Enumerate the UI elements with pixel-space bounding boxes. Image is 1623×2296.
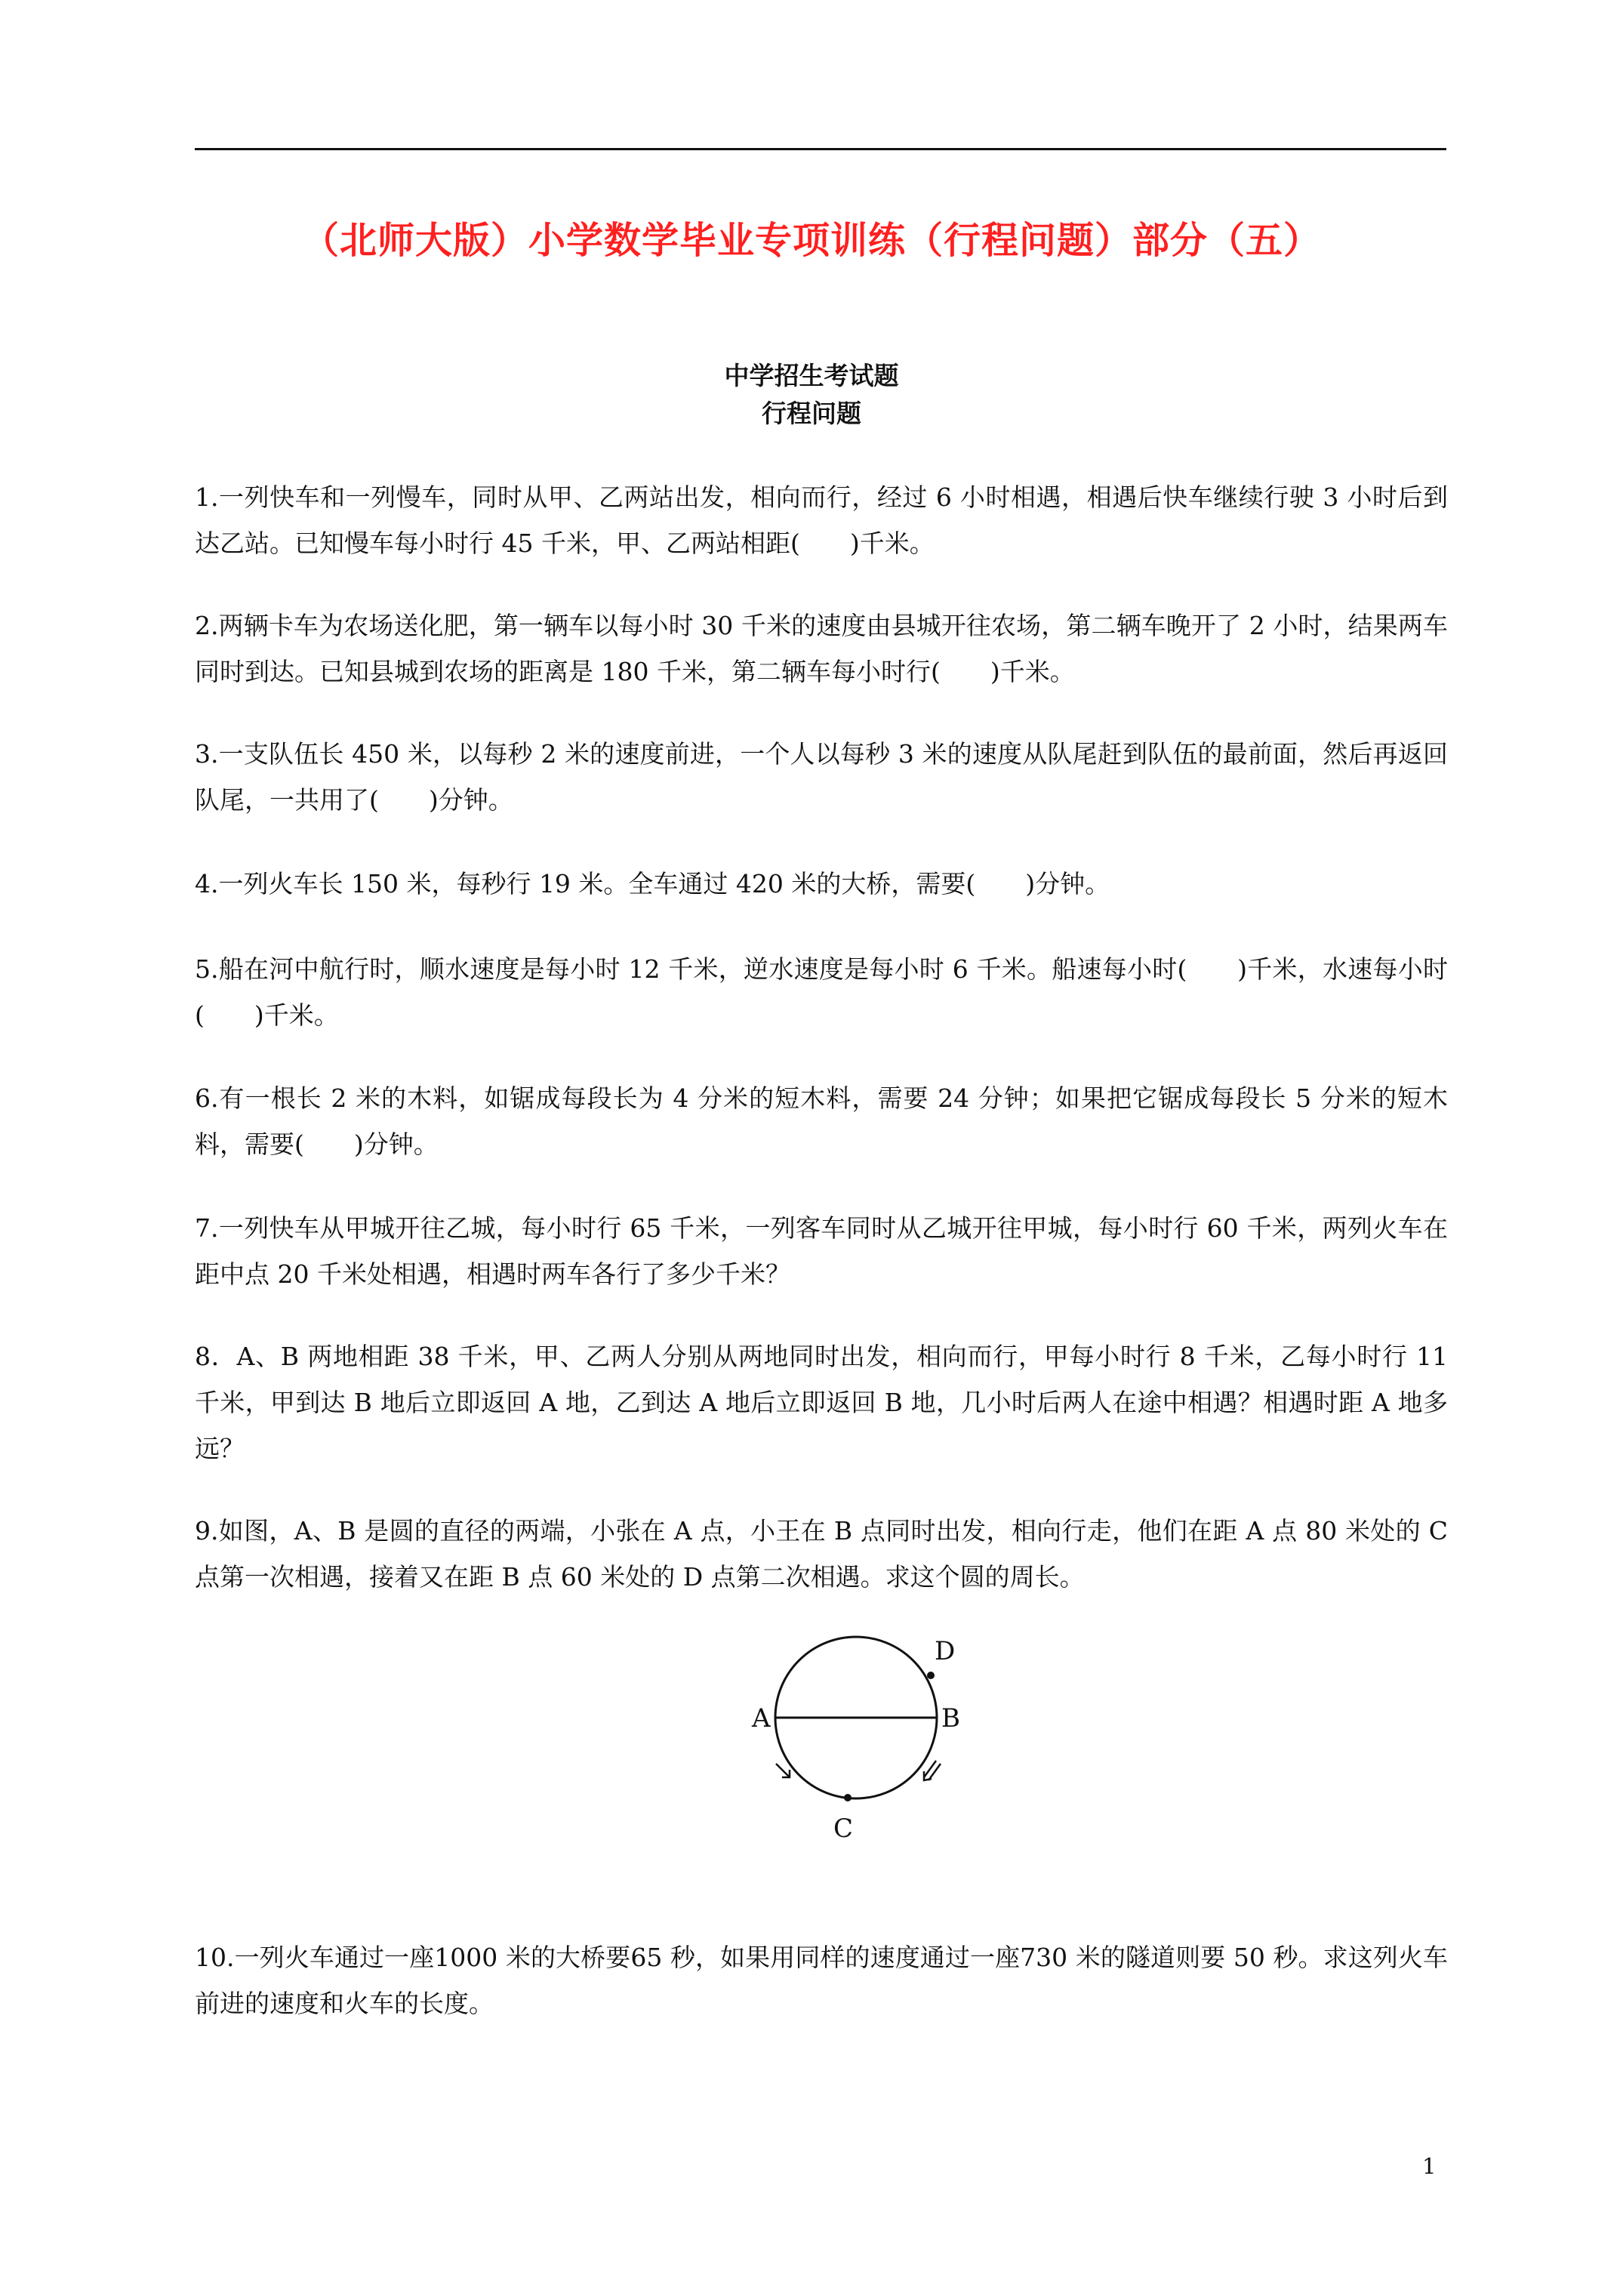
problem-9: 9.如图，A、B 是圆的直径的两端，小张在 A 点，小王在 B 点同时出发，相向行走，他们在距 A 点 80 米处的 C 点第一次相遇，接着又在距 B 点 60 米处的 D 点第二次相遇。求这个圆的周长。 bbox=[195, 1516, 1448, 1592]
label-b: B bbox=[941, 1703, 960, 1734]
circle-figure bbox=[740, 1623, 996, 1850]
problem-5: 5.船在河中航行时，顺水速度是每小时 12 千米，逆水速度是每小时 6 千米。船速每小时( )千米，水速每小时( )千米。 bbox=[195, 954, 1448, 1030]
header-rule bbox=[195, 148, 1446, 150]
arrow-right-icon bbox=[924, 1761, 941, 1780]
point-d-dot bbox=[927, 1672, 935, 1679]
label-a: A bbox=[752, 1703, 771, 1734]
problem-8: 8．A、B 两地相距 38 千米，甲、乙两人分别从两地同时出发，相向而行，甲每小时行 8 千米，乙每小时行 11 千米，甲到达 B 地后立即返回 A 地，乙到达 A 地后立即返回 B 地，几小时后两人在途中相遇？相遇时距 A 地多远？ bbox=[195, 1342, 1448, 1463]
document-title: （北师大版）小学数学毕业专项训练（行程问题）部分（五） bbox=[301, 218, 1321, 262]
problem-6: 6.有一根长 2 米的木料，如锯成每段长为 4 分米的短木料，需要 24 分钟；如果把它锯成每段长 5 分米的短木料，需要( )分钟。 bbox=[195, 1083, 1448, 1159]
problem-2: 2.两辆卡车为农场送化肥，第一辆车以每小时 30 千米的速度由县城开往农场，第二辆车晚开了 2 小时，结果两车同时到达。已知县城到农场的距离是 180 千米，第二辆车每小时行( )千米。 bbox=[195, 611, 1448, 686]
problem-4: 4.一列火车长 150 米，每秒行 19 米。全车通过 420 米的大桥，需要( )分钟。 bbox=[195, 869, 1110, 898]
arrow-left-icon bbox=[776, 1764, 790, 1777]
problem-7: 7.一列快车从甲城开往乙城，每小时行 65 千米，一列客车同时从乙城开往甲城，每小时行 60 千米，两列火车在距中点 20 千米处相遇，相遇时两车各行了多少千米？ bbox=[195, 1213, 1448, 1289]
page-number: 1 bbox=[1422, 2153, 1437, 2179]
exam-subtitle: 中学招生考试题 bbox=[724, 361, 899, 390]
problem-10: 10.一列火车通过一座1000 米的大桥要65 秒，如果用同样的速度通过一座730 米的隧道则要 50 秒。求这列火车前进的速度和火车的长度。 bbox=[195, 1943, 1448, 2018]
label-d: D bbox=[935, 1636, 956, 1666]
problem-3: 3.一支队伍长 450 米，以每秒 2 米的速度前进，一个人以每秒 3 米的速度从队尾赶到队伍的最前面，然后再返回队尾，一共用了( )分钟。 bbox=[195, 739, 1448, 815]
problem-1: 1.一列快车和一列慢车，同时从甲、乙两站出发，相向而行，经过 6 小时相遇，相遇后快车继续行驶 3 小时后到达乙站。已知慢车每小时行 45 千米，甲、乙两站相距( )千米。 bbox=[195, 482, 1448, 558]
label-c: C bbox=[833, 1814, 854, 1844]
point-c-dot bbox=[844, 1794, 852, 1801]
topic-subtitle: 行程问题 bbox=[762, 399, 861, 428]
